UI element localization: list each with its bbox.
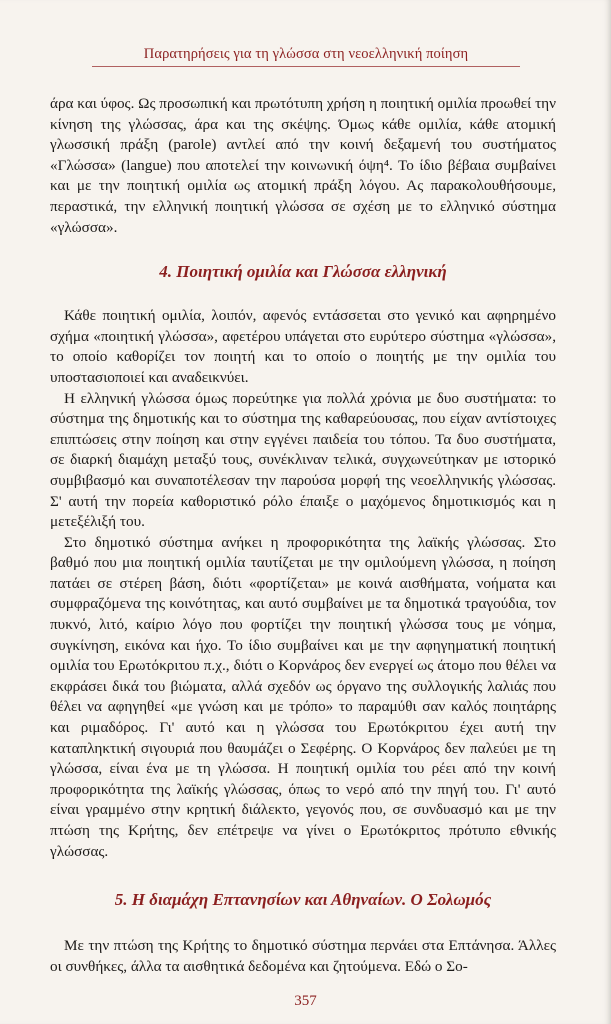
section-5-heading: 5. Η διαμάχη Επτανησίων και Αθηναίων. Ο Σολωμός [114, 890, 492, 910]
page-body [50, 94, 556, 977]
page-number: 357 [294, 993, 317, 1009]
section-4-paragraph-2: Η ελληνική γλώσσα όμως πορεύτηκε για πολλά χρόνια με δυο συστήματα: το σύστημα της δημοτικής και το σύστημα της καθαρεύουσας, που είχαν αντίστοιχες επιπτώσεις στην ποίηση και στην εγγένει παιδεία του τόπου. Τα δυο συστήματα, σε διαρκή διαμάχη μεταξύ τους, συνέκλιναν τελικά, συγχωνεύτηκαν με ιστορικό συμβιβασμό και συναποτέλεσαν την παρούσα μορφή της νεοελληνικής γλώσσας. Σ' αυτή την πορεία καθοριστικό ρόλο έπαιξε ο μαχόμενος δημοτικισμός και η μετεξέλιξή του. [50, 389, 556, 531]
header-rule [92, 66, 520, 67]
section-4-paragraph-1: Κάθε ποιητική ομιλία, λοιπόν, αφενός εντάσσεται στο γενικό και αφηρημένο σχήμα «ποιητική γλώσσα», αφετέρου υπάγεται στο ευρύτερο σύστημα «γλώσσα», το οποίο καθορίζει τον ποιητή και το οποίο ο ποιητής με την ομιλία του υποστασιοποιεί και αναδεικνύει. [50, 307, 556, 386]
paragraph-continued: άρα και ύφος. Ως προσωπική και πρωτότυπη χρήση η ποιητική ομιλία προωθεί την κίνηση της γλώσσας, άρα και της σκέψης. Όμως κάθε ομιλία, κάθε ατομική γλωσσική πράξη (parole) αντλεί από την κοινή δεξαμενή του συστήματος «Γλώσσα» (langue) που αποτελεί την κοινωνική όψη⁴. Το ίδιο βέβαια συμβαίνει και με την ποιητική ομιλία ως ατομική πράξη λόγου. Ας παρακολουθήσουμε, περαστικά, την ελληνική ποιητική γλώσσα σε σχέση με το ελληνικό σύστημα «γλώσσα». [50, 95, 556, 236]
section-4-heading: 4. Ποιητική ομιλία και Γλώσσα ελληνική [159, 262, 447, 282]
section-4-paragraph-3: Στο δημοτικό σύστημα ανήκει η προφορικότητα της λαϊκής γλώσσας. Στο βαθμό που μια ποιητική ομιλία ταυτίζεται με την ομιλούμενη γλώσσα, η ποίηση πατάει σε στέρεη βάση, διότι «φορτίζεται» με κοινά αισθήματα, νοήματα και συμφραζόμενα της κοινότητας, και αυτό συμβαίνει με τα δημοτικά τραγούδια, τον πυκνό, λιτό, καίριο λόγο που φορτίζει την ποιητική γλώσσα τους με νόημα, συγκίνηση, εικόνα και ήχο. Το ίδιο συμβαίνει και με την αφηγηματική ποιητική ομιλία του Ερωτόκριτου π.χ., διότι ο Κορνάρος δεν ενεργεί ως άτομο που θέλει να εκφράσει δικά του βιώματα, αλλά σχεδόν ως όργανο της συλλογικής λαλιάς που θέλει να αφηγηθεί «με γνώση και με τρόπο» το παραμύθι σαν καλός ποιητάρης και ριμαδόρος. Γι' αυτό και η γλώσσα του Ερωτόκριτου έχει αυτή την καταπληκτική σιγουριά που θαυμάζει ο Σεφέρης. Ο Κορνάρος δεν παλεύει με τη γλώσσα, είναι ένα με τη γλώσσα. Η ποιητική ομιλία του ρέει από την κοινή προφορικότητα της λαϊκής γλώσσας, όπως το νερό από την πηγή του. Γι' αυτό είναι γραμμένο στην κρητική διάλεκτο, γεγονός που, σε συνδυασμό και με την πτώση της Κρήτης, δεν επέτρεψε να γίνει ο Ερωτόκριτος πρότυπο εθνικής γλώσσας. [50, 533, 556, 860]
section-5-paragraph-1: Με την πτώση της Κρήτης το δημοτικό σύστημα περνάει στα Επτάνησα. Άλλες οι συνθήκες, άλλα τα αισθητικά δεδομένα και ζητούμενα. Εδώ ο Σο- [50, 937, 556, 975]
running-head: Παρατηρήσεις για τη γλώσσα στη νεοελληνική ποίηση [143, 46, 469, 62]
